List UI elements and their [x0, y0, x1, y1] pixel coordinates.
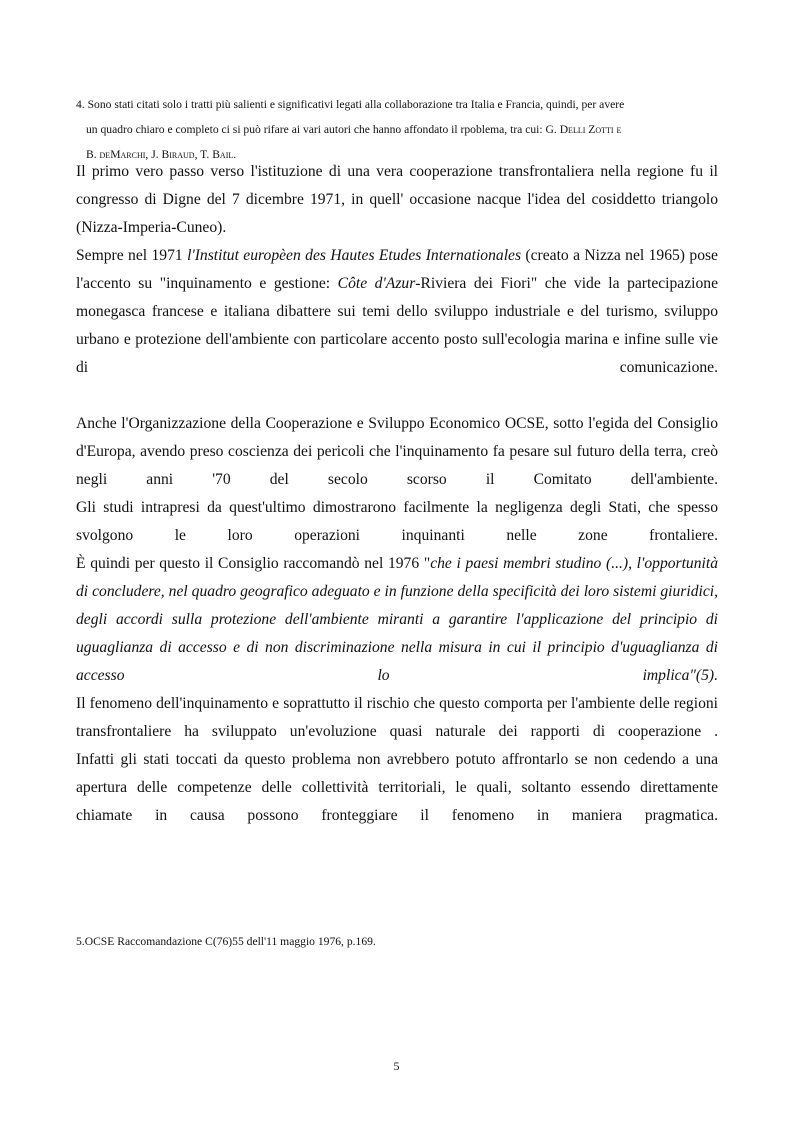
footnote-4-sep: , T.	[194, 148, 213, 161]
footnote-5: 5.OCSE Raccomandazione C(76)55 dell'11 maggio 1976, p.169.	[76, 935, 376, 948]
footnote-4-sep: , J.	[145, 148, 162, 161]
body-text	[76, 158, 718, 830]
paragraph-text: Sempre nel 1971	[76, 247, 188, 264]
footnote-4-author-prefix: B. de	[86, 148, 111, 161]
footnote-4-line-1: 4. Sono stati citati solo i tratti più salienti e significativi legati alla collaborazione tra Italia e Francia, quindi, per avere	[76, 98, 625, 111]
institute-name: l'Institut europèen des Hautes Etudes Internationales	[187, 247, 522, 264]
footnote-4-author-delli-zotti: Delli Zotti e	[559, 123, 622, 136]
footnote-4-author-bail: Bail	[212, 148, 234, 161]
footnote-4-author-biraud: Biraud	[161, 148, 195, 161]
paragraph-ocse: Anche l'Organizzazione della Cooperazione e Sviluppo Economico OCSE, sotto l'egida del Consiglio d'Europa, avendo preso coscienza dei pericoli che l'inquinamento fa pesare sul futuro della terra, creò negli anni '70 del secolo scorso il Comitato dell'ambiente.	[76, 415, 718, 488]
paragraph-raccomandazione	[76, 550, 718, 690]
footnote-4-end: .	[233, 148, 237, 161]
paragraph-digne-congress: Il primo vero passo verso l'istituzione di una vera cooperazione transfrontaliera nella regione fu il congresso di Digne del 7 dicembre 1971, in quell' occasione nacque l'idea del cosiddetto triangolo (Nizza-Imperia-Cuneo).	[76, 163, 718, 236]
raccomandazione-quote: che i paesi membri studino (...), l'opportunità di concludere, nel quadro geografico adeguato e in funzione della specificità dei loro sistemi giuridici, degli accordi sulla protezione dell'ambiente miranti a garantire l'applicazione del principio di uguaglianza di accesso e di non discriminazione nella misura in cui il principio d'uguaglianza di accesso lo implica"(5).	[76, 555, 718, 684]
paragraph-infatti: Infatti gli stati toccati da questo problema non avrebbero potuto affrontarlo se non cedendo a una apertura delle competenze delle collettività territoriali, le quali, soltanto essendo direttamente chiamate in causa possono fronteggiare il fenomeno in maniera pragmatica.	[76, 751, 718, 824]
paragraph-text: -Riviera dei Fiori" che vide la partecipazione monegasca francese e italiana dibattere sui temi dello sviluppo industriale e del turismo, sviluppo urbano e protezione dell'ambiente con particolare accento posto sull'ecologia marina e infine sulle vie di comunicazione.	[76, 275, 718, 376]
paragraph-text: (creato a Nizza nel 1965) pose l'accento su "inquinamento e gestione:	[76, 247, 718, 292]
page-number: 5	[393, 1059, 400, 1073]
paragraph-text: È quindi per questo il Consiglio raccomandò nel 1976 "	[76, 555, 431, 572]
paragraph-fenomeno: Il fenomeno dell'inquinamento e soprattutto il rischio che questo comporta per l'ambiente delle regioni transfrontaliere ha sviluppato un'evoluzione quasi naturale dei rapporti di cooperazione .	[76, 695, 718, 740]
paragraph-studi: Gli studi intrapresi da quest'ultimo dimostrarono facilmente la negligenza degli Stati, che spesso svolgono le loro operazioni inquinanti nelle zone frontaliere.	[76, 499, 718, 544]
cote-dazur: Côte d'Azur	[337, 275, 416, 292]
footnote-4-text: un quadro chiaro e completo ci si può rifare ai vari autori che hanno affondato il rpoblema, tra cui: G.	[86, 123, 560, 136]
paragraph-institut-europeen	[76, 242, 718, 382]
footnote-4	[76, 92, 718, 167]
footnote-4-author-marchi: Marchi	[110, 148, 146, 161]
